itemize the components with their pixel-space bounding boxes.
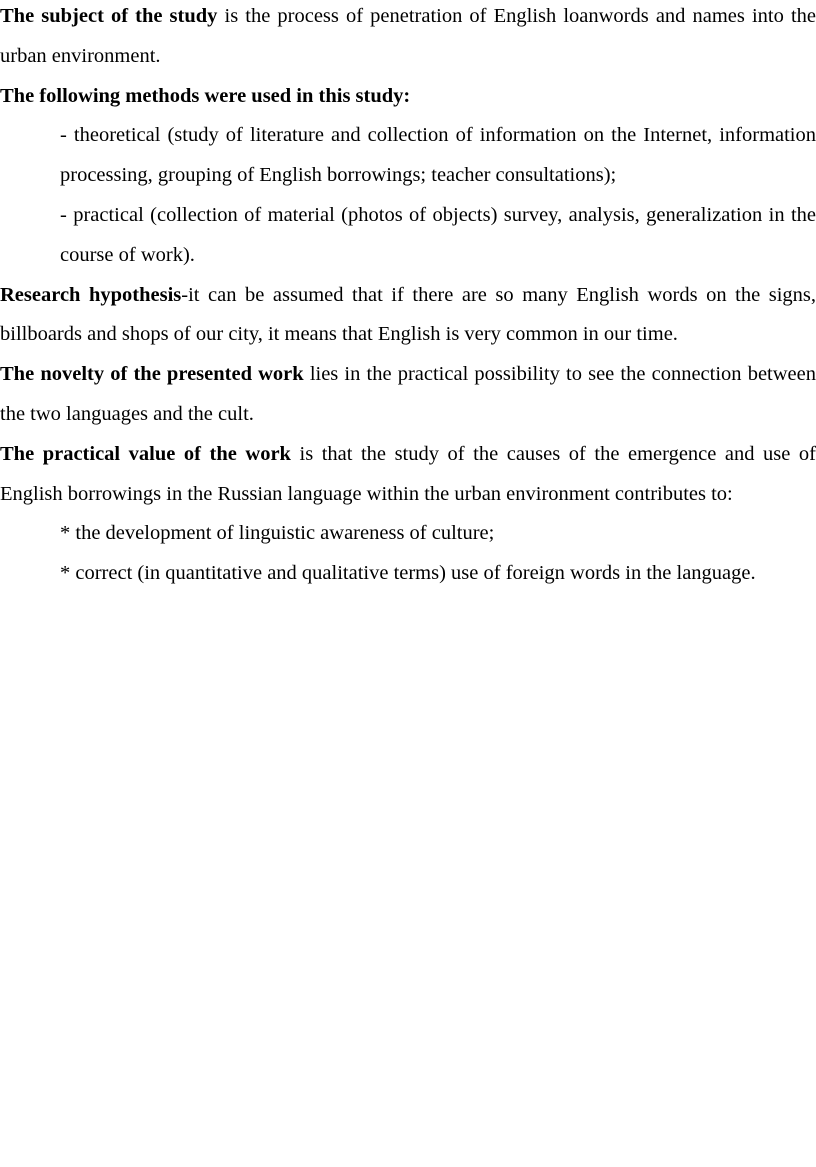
- practical-value-label: The practical value of the work: [0, 442, 291, 465]
- subject-text: is the process of penetration of English loanwords and names into the urban environment.: [0, 5, 816, 67]
- novelty-text: lies in the practical possibility to see the connection between the two languages and the cult.: [0, 363, 816, 425]
- novelty-paragraph: [0, 355, 816, 435]
- method-practical: - practical (collection of material (photos of objects) survey, analysis, generalization in the course of work).: [60, 203, 816, 266]
- subject-label: The subject of the study: [0, 5, 218, 27]
- hypothesis-text: -it can be assumed that if there are so many English words on the signs, billboards and shops of our city, it means that English is very common in our time.: [0, 283, 816, 346]
- hypothesis-paragraph: [0, 276, 816, 356]
- contribution-awareness: * the development of linguistic awareness of culture;: [60, 522, 495, 545]
- practical-value-text: is that the study of the causes of the emergence and use of English borrowings in the Russian language within the urban environment contributes to:: [0, 442, 816, 505]
- hypothesis-label: Research hypothesis: [0, 283, 182, 306]
- methods-heading: The following methods were used in this study:: [0, 84, 411, 107]
- method-theoretical: - theoretical (study of literature and collection of information on the Internet, information processing, grouping of English borrowings; teacher consultations);: [60, 124, 816, 187]
- contribution-correct-use: * correct (in quantitative and qualitative terms) use of foreign words in the language.: [60, 562, 756, 585]
- practical-value-paragraph: [0, 435, 816, 515]
- subject-paragraph: [0, 0, 816, 77]
- novelty-label: The novelty of the presented work: [0, 363, 304, 386]
